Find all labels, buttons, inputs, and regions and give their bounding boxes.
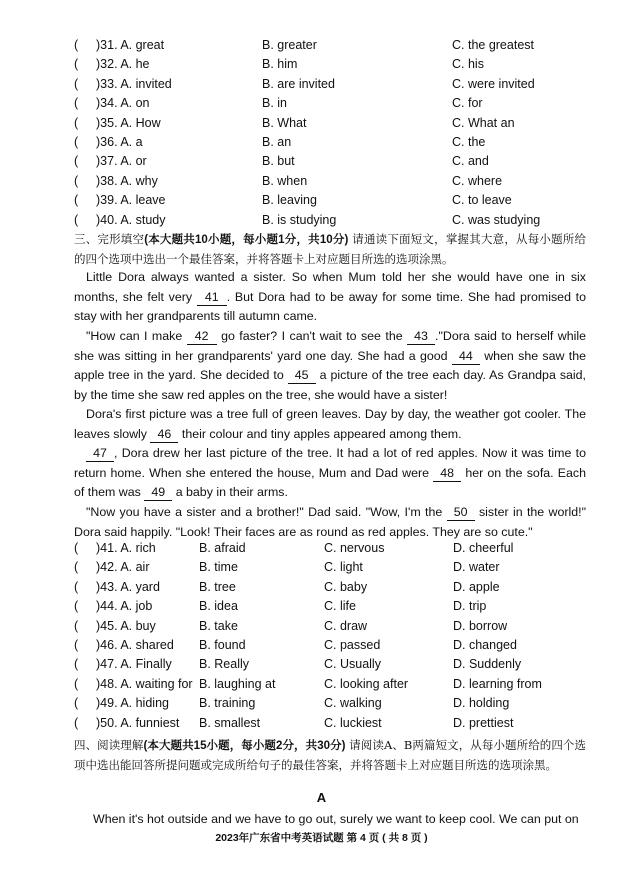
option-c: C. life: [324, 599, 356, 614]
option-b: B. What: [262, 115, 307, 130]
option-c: C. looking after: [324, 676, 409, 691]
section-4-score-note: (本大题共15小题，每小题2分，共30分): [143, 740, 346, 752]
section-3-instructions: [74, 230, 586, 268]
option-a: )36. A. a: [96, 135, 143, 149]
section-4-prefix: 四、阅读理解: [74, 738, 144, 752]
option-b: B. idea: [199, 599, 238, 614]
option-c: C. for: [452, 96, 483, 111]
section-3-directions: 请通读下面短文，掌握其大意，从每小题所给的四个选项中选出一个最佳答案，并将答题卡上对应题目所选的选项涂黑。: [74, 232, 586, 266]
option-d: D. water: [453, 560, 500, 575]
section-4-instructions: [74, 736, 586, 774]
option-b: B. found: [199, 638, 246, 652]
option-a: )42. A. air: [96, 560, 150, 575]
option-b: B. training: [199, 696, 256, 711]
blank-50: 50: [447, 505, 475, 521]
cloze-paragraph-3: Dora's first picture was a tree full of green leaves. Day by day, the weather got cooler. The leaves slowly 46 their colour and tiny apples appeared among them.: [74, 407, 586, 441]
option-row: [0, 133, 643, 152]
option-a: )37. A. or: [96, 154, 147, 169]
option-row: [0, 558, 643, 577]
option-d: D. Suddenly: [453, 657, 522, 672]
answer-bracket[interactable]: (: [74, 696, 79, 711]
option-row: [0, 597, 643, 616]
option-c: C. his: [452, 57, 484, 72]
option-row: [0, 172, 643, 191]
option-row: [0, 655, 643, 674]
option-c: C. Usually: [324, 657, 381, 672]
option-row: [0, 636, 643, 655]
cloze-paragraph-2: "How can I make 42 go faster? I can't wait to see the 43 ."Dora said to herself while she was sitting in her grandparents' yard one day. She had a good 44 when she saw the apple tree in the yard. She decided to 45 a picture of the tree each day. As Grandpa said, by the time she saw red apples on the tree, she would have a sister!: [74, 329, 586, 402]
answer-bracket[interactable]: (: [74, 541, 79, 555]
option-b: B. take: [199, 618, 238, 633]
answer-bracket[interactable]: (: [74, 76, 79, 91]
option-d: D. prettiest: [453, 715, 514, 730]
option-a: )35. A. How: [96, 115, 161, 130]
cloze-paragraph-1: Little Dora always wanted a sister. So when Mum told her she would have one in six months, she felt very 41 . But Dora had to be away for some time. She had promised to stay with her grandparents till autumn came.: [74, 270, 586, 323]
option-b: B. afraid: [199, 541, 246, 555]
option-a: )44. A. job: [96, 599, 153, 614]
answer-bracket[interactable]: (: [74, 115, 79, 130]
answer-bracket[interactable]: (: [74, 599, 79, 614]
option-row: [0, 114, 643, 133]
answer-bracket[interactable]: (: [74, 579, 79, 594]
answer-bracket[interactable]: (: [74, 57, 79, 72]
option-b: B. tree: [199, 579, 236, 594]
option-a: )47. A. Finally: [96, 657, 172, 672]
answer-bracket[interactable]: (: [74, 193, 79, 208]
option-c: C. to leave: [452, 193, 512, 208]
option-d: D. apple: [453, 579, 500, 594]
option-c: C. baby: [324, 579, 368, 594]
answer-bracket[interactable]: (: [74, 676, 79, 691]
option-a: )33. A. invited: [96, 76, 172, 91]
option-d: D. changed: [453, 638, 517, 652]
option-b: B. time: [199, 560, 238, 575]
option-b: B. are invited: [262, 76, 335, 91]
option-b: B. Really: [199, 657, 250, 672]
option-a: )32. A. he: [96, 57, 150, 72]
option-b: B. laughing at: [199, 676, 276, 691]
section-3-prefix: 三、完形填空: [74, 232, 145, 246]
answer-bracket[interactable]: (: [74, 38, 79, 52]
option-c: C. luckiest: [324, 715, 382, 730]
option-a: )50. A. funniest: [96, 715, 180, 730]
answer-bracket[interactable]: (: [74, 560, 79, 575]
option-c: C. were invited: [452, 76, 535, 91]
option-a: )39. A. leave: [96, 193, 166, 208]
option-b: B. leaving: [262, 193, 317, 208]
option-b: B. is studying: [262, 212, 337, 227]
answer-bracket[interactable]: (: [74, 154, 79, 169]
option-row: [0, 617, 643, 636]
answer-bracket[interactable]: (: [74, 618, 79, 633]
option-row: [0, 211, 643, 230]
option-a: )41. A. rich: [96, 541, 156, 555]
option-a: )38. A. why: [96, 173, 158, 188]
option-row: [0, 191, 643, 210]
option-c: C. passed: [324, 638, 381, 652]
option-b: B. smallest: [199, 715, 261, 730]
option-d: D. holding: [453, 696, 510, 711]
option-a: )45. A. buy: [96, 618, 156, 633]
option-b: B. greater: [262, 38, 317, 52]
option-d: D. trip: [453, 599, 487, 614]
option-row: [0, 675, 643, 694]
cloze-paragraph-5: "Now you have a sister and a brother!" Dad said. "Wow, I'm the 50 sister in the world!" Dora said happily. "Look! Their faces are as round as red apples. They are so cute.": [74, 505, 586, 539]
option-a: )49. A. hiding: [96, 696, 169, 711]
option-b: B. him: [262, 57, 298, 72]
option-d: D. learning from: [453, 676, 542, 691]
option-row: [0, 94, 643, 113]
answer-bracket[interactable]: (: [74, 173, 79, 188]
blank-43: 43: [407, 329, 435, 345]
blank-42: 42: [187, 329, 217, 345]
blank-48: 48: [433, 466, 461, 482]
option-row: [0, 152, 643, 171]
option-c: C. and: [452, 154, 489, 169]
blank-45: 45: [288, 368, 316, 384]
blank-47: 47: [86, 446, 114, 462]
answer-bracket[interactable]: (: [74, 135, 79, 149]
answer-bracket[interactable]: (: [74, 657, 79, 672]
option-b: B. an: [262, 135, 292, 149]
option-row: [0, 578, 643, 597]
option-row: [0, 714, 643, 733]
option-b: B. but: [262, 154, 295, 169]
option-c: C. nervous: [324, 541, 385, 555]
option-c: C. walking: [324, 696, 382, 711]
option-a: )48. A. waiting for: [96, 676, 193, 691]
option-c: C. the: [452, 135, 486, 149]
passage-a-first-line: When it's hot outside and we have to go out, surely we want to keep cool. We can put on: [93, 812, 579, 826]
passage-a-heading: A: [316, 790, 327, 805]
answer-bracket[interactable]: (: [74, 96, 79, 111]
option-c: C. was studying: [452, 212, 541, 227]
option-b: B. in: [262, 96, 288, 111]
option-c: C. draw: [324, 618, 368, 633]
option-a: )46. A. shared: [96, 638, 174, 652]
option-c: C. the greatest: [452, 38, 534, 52]
option-row: [0, 694, 643, 713]
option-a: )43. A. yard: [96, 579, 160, 594]
option-d: D. cheerful: [453, 541, 514, 555]
section-4-directions: 请阅读A、B两篇短文，从每小题所给的四个选项中选出能回答所提问题或完成所给句子的最佳答案，并将答题卡上对应题目所选的选项涂黑。: [74, 738, 586, 772]
option-row: [0, 55, 643, 74]
blank-49: 49: [144, 485, 172, 501]
option-c: C. light: [324, 560, 363, 575]
page-footer: 2023年广东省中考英语试题 第 4 页 ( 共 8 页 ): [215, 832, 428, 844]
option-c: C. What an: [452, 115, 515, 130]
cloze-paragraph-4: 47 , Dora drew her last picture of the tree. It had a lot of red apples. Now it was time to return home. When she entered the house, Mum and Dad were 48 her on the sofa. Each of them was 49 a baby in their arms.: [74, 446, 586, 499]
option-d: D. borrow: [453, 618, 508, 633]
section-3-score-note: (本大题共10小题，每小题1分，共10分): [144, 234, 349, 246]
blank-46: 46: [150, 427, 178, 443]
option-c: C. where: [452, 173, 503, 188]
option-a: )34. A. on: [96, 96, 150, 111]
option-a: )40. A. study: [96, 212, 166, 227]
answer-bracket[interactable]: (: [74, 638, 79, 652]
answer-bracket[interactable]: (: [74, 212, 79, 227]
option-row: [0, 75, 643, 94]
option-a: )31. A. great: [96, 38, 165, 52]
answer-bracket[interactable]: (: [74, 715, 79, 730]
blank-44: 44: [452, 349, 480, 365]
option-row: [0, 36, 643, 55]
option-b: B. when: [262, 173, 308, 188]
option-row: [0, 539, 643, 558]
blank-41: 41: [197, 290, 227, 306]
